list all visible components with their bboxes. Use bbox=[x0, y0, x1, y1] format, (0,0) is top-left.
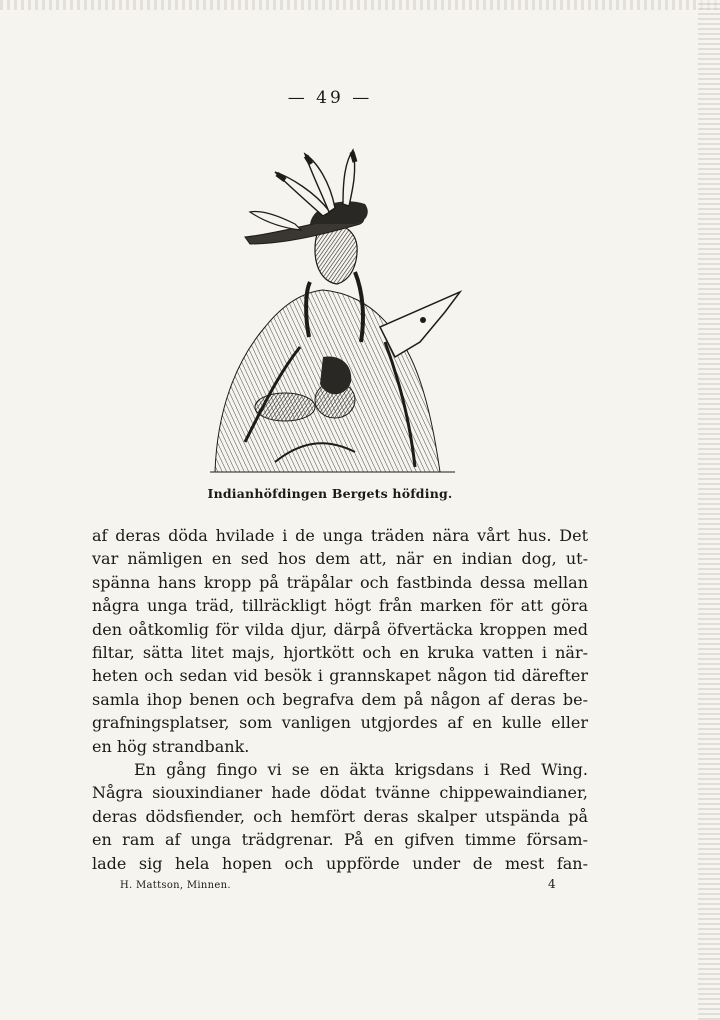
footer-signature: H. Mattson, Minnen. bbox=[120, 880, 231, 891]
text-line: samla ihop benen och begrafva dem på någon af deras be- bbox=[92, 689, 588, 709]
text-line: af deras döda hvilade i de unga träden nära vårt hus. Det bbox=[92, 526, 588, 545]
text-line: grafningsplatser, som vanligen utgjordes af en kulle eller bbox=[92, 713, 588, 733]
text-line: filtar, sätta litet majs, hjortkött och en kruka vatten i när- bbox=[92, 643, 588, 663]
scan-edge-right bbox=[698, 0, 720, 1020]
text-line: några unga träd, tillräckligt högt från marken för att göra bbox=[92, 596, 588, 616]
portrait-engraving bbox=[205, 142, 470, 477]
text-line: Några siouxindianer hade dödat tvänne chippewaindianer, bbox=[92, 783, 588, 803]
scan-edge-top bbox=[0, 0, 720, 10]
text-line: en hög strandbank. bbox=[92, 736, 250, 756]
image-caption: Indianhöfdingen Bergets höfding. bbox=[207, 486, 453, 501]
text-line: den oåtkomlig för vilda djur, därpå öfvertäcka kroppen med bbox=[92, 619, 588, 639]
text-line: deras dödsfiender, och hemfört deras skalper utspända på bbox=[92, 806, 588, 826]
text-line: En gång fingo vi se en äkta krigsdans i Red Wing. bbox=[134, 760, 588, 780]
body-text bbox=[92, 524, 588, 875]
text-line: var nämligen en sed hos dem att, när en indian dog, ut- bbox=[92, 549, 588, 569]
text-line: heten och sedan vid besök i grannskapet någon tid därefter bbox=[92, 666, 588, 686]
sheet-signature: 4 bbox=[548, 877, 556, 891]
page-number: — 49 — bbox=[287, 88, 373, 108]
text-line: en ram af unga trädgrenar. På en gifven timme försam- bbox=[92, 830, 588, 850]
text-line: spänna hans kropp på träpålar och fastbinda dessa mellan bbox=[92, 572, 588, 592]
text-line: lade sig hela hopen och uppförde under de mest fan- bbox=[92, 853, 588, 873]
